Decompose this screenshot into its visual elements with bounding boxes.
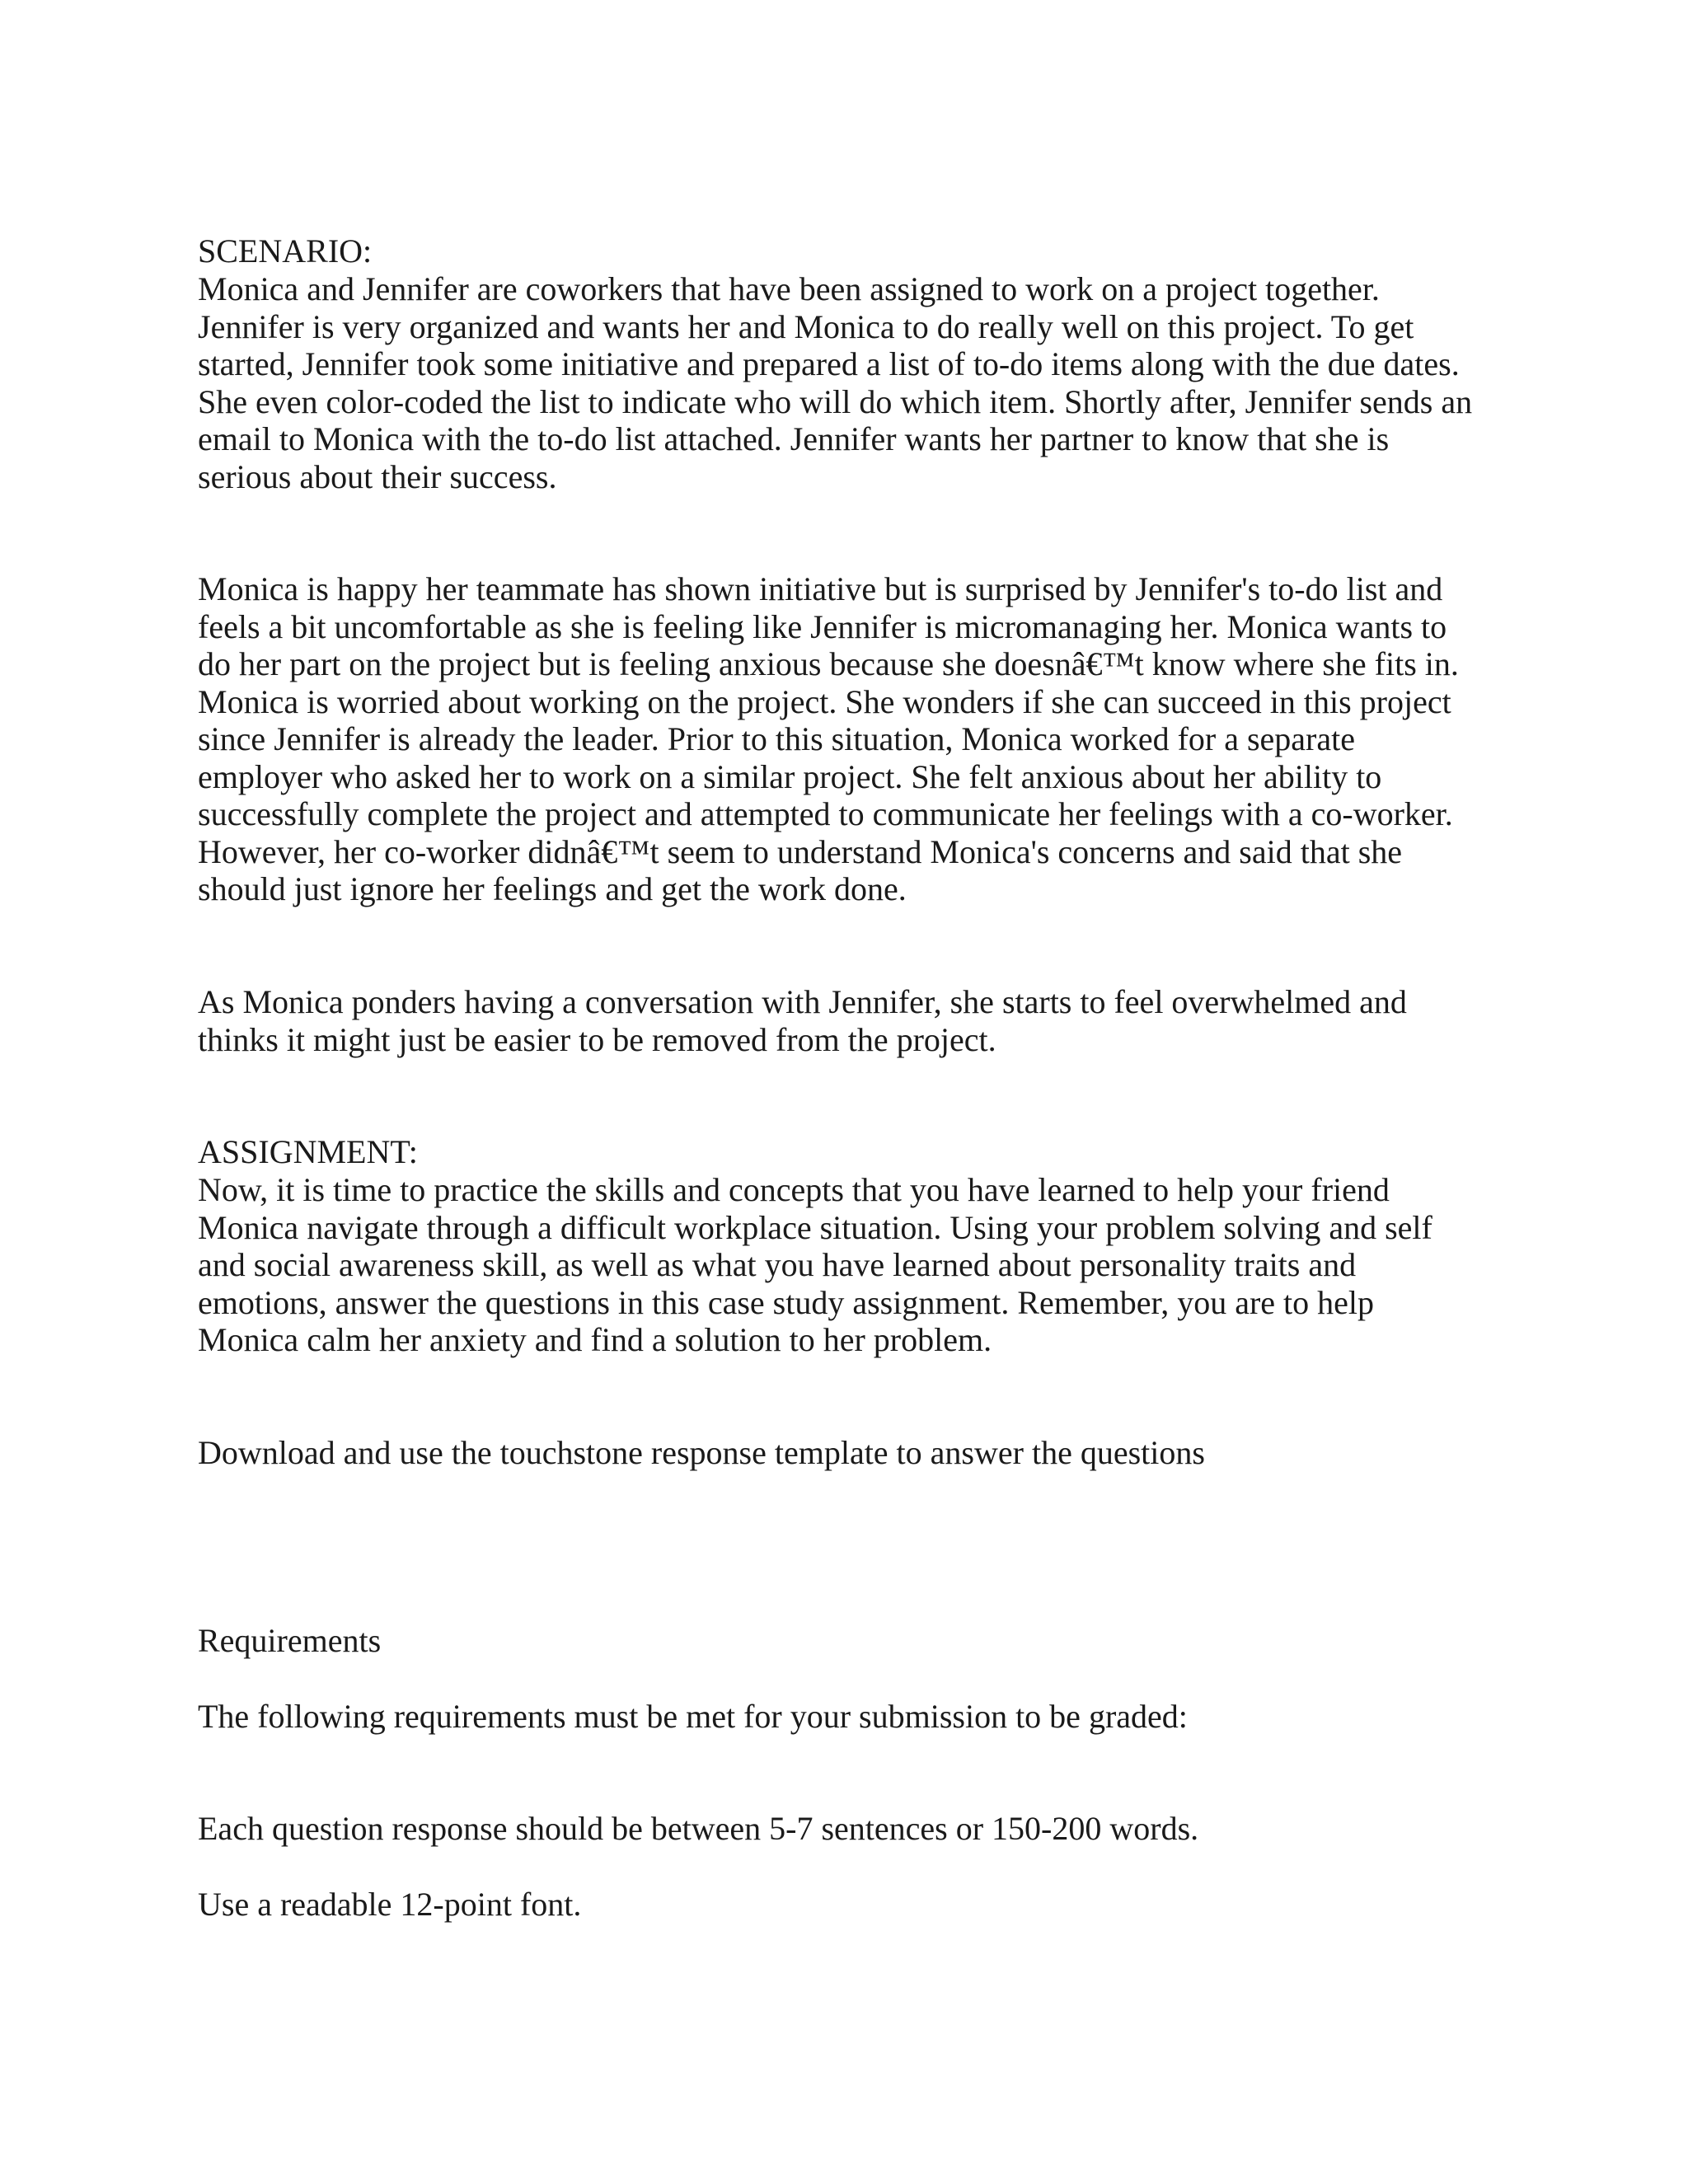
scenario-paragraph-3: As Monica ponders having a conversation with Jennifer, she starts to feel overwhelmed and thinks it might just be easier to be removed from the project. bbox=[198, 983, 1407, 1058]
requirements-heading: Requirements bbox=[198, 1622, 382, 1659]
requirement-item-1: Each question response should be between 5-7 sentences or 150-200 words. bbox=[198, 1810, 1199, 1847]
scenario-heading: SCENARIO: bbox=[198, 232, 373, 269]
download-instruction: Download and use the touchstone response template to answer the questions bbox=[198, 1434, 1205, 1471]
scenario-paragraph-2: Monica is happy her teammate has shown initiative but is surprised by Jennifer's to-do list and feels a bit uncomfortable as she is feeling like Jennifer is micromanaging her. Monica wants to do her part on the project but is feeling anxious because she doesnâ€™t know where she fits in. Monica is worried about working on the project. She wonders if she can succeed in this project since Jennifer is already the leader. Prior to this situation, Monica worked for a separate employer who asked her to work on a similar project. She felt anxious about her ability to successfully complete the project and attempted to communicate her feelings with a co-worker. However, her co-worker didnâ€™t seem to understand Monica's concerns and said that she should just ignore her feelings and get the work done. bbox=[198, 570, 1459, 907]
assignment-paragraph: Now, it is time to practice the skills and concepts that you have learned to help your friend Monica navigate through a difficult workplace situation. Using your problem solving and self and social awareness skill, as well as what you have learned about personality traits and emotions, answer the questions in this case study assignment. Remember, you are to help Monica calm her anxiety and find a solution to her problem. bbox=[198, 1171, 1432, 1358]
requirements-intro: The following requirements must be met for your submission to be graded: bbox=[198, 1698, 1188, 1735]
scenario-paragraph-1: Monica and Jennifer are coworkers that have been assigned to work on a project together. Jennifer is very organized and wants her and Monica to do really well on this project. To get started, Jennifer took some initiative and prepared a list of to-do items along with the due dates. She even color-coded the list to indicate who will do which item. Shortly after, Jennifer sends an email to Monica with the to-do list attached. Jennifer wants her partner to know that she is serious about their success. bbox=[198, 270, 1473, 495]
requirement-item-2: Use a readable 12-point font. bbox=[198, 1886, 582, 1923]
assignment-heading: ASSIGNMENT: bbox=[198, 1133, 418, 1170]
